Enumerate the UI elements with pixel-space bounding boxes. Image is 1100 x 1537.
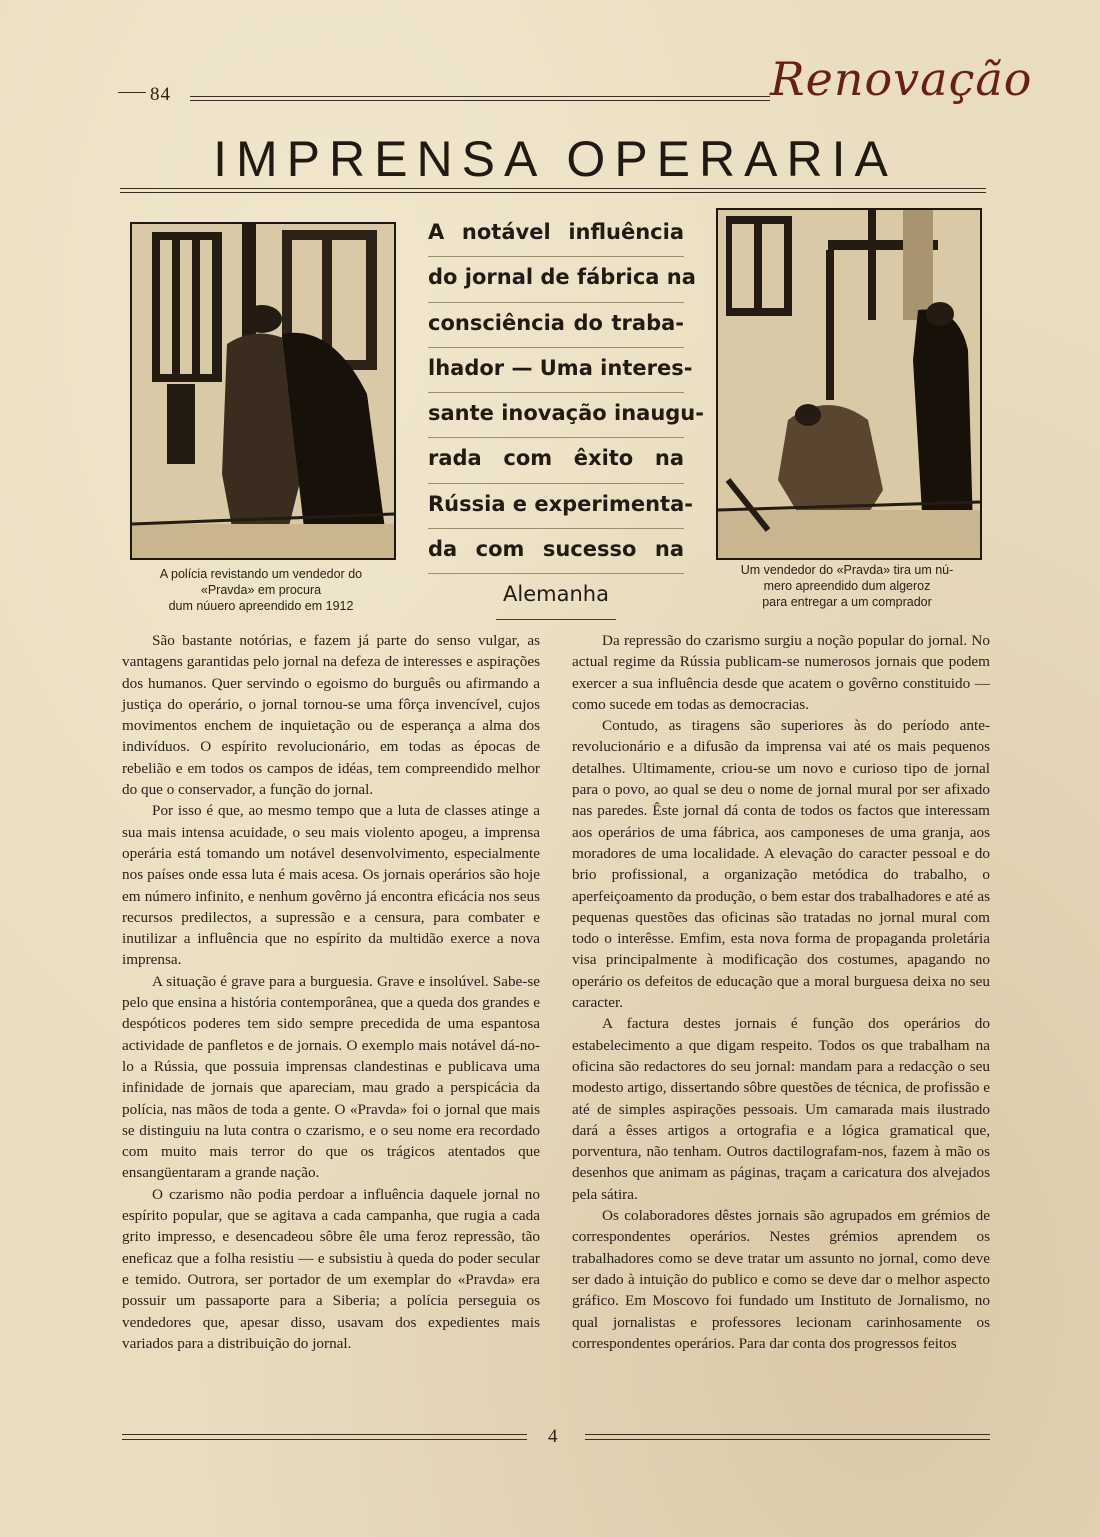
left-paragraph: Por isso é que, ao mesmo tempo que a luta de classes atinge a sua mais intensa acuidade, o seu mais violento apogeu, a imprensa operária está tomando um notável desenvolvimento, especialmente nos países onde essa luta é mais acesa. Os jornais operários são hoje em número infinito, e nenhum govêrno já encontra eficácia nos seus recursos predilectos, a supressão e a censura, para combater e inutilizar a influência que no espírito da multidão exerce a nova imprensa.: [122, 802, 540, 969]
subtitle-line: A notável influência: [428, 212, 684, 257]
left-column: [122, 630, 540, 1354]
article-title: IMPRENSA OPERARIA: [213, 131, 897, 187]
subtitle-line: consciência do traba-: [428, 303, 684, 348]
footer-rule-left-2: [122, 1439, 527, 1440]
left-caption: [120, 566, 402, 614]
right-paragraph: Os colaboradores dêstes jornais são agrupados em grémios de correspondentes operários. Nestes grémios aprendem os trabalhadores como se deve tratar um assunto no jornal, como deve ser dado à intuição do publico e como se deve dar o melhor aspecto gráfico. Em Moscovo foi fundado um Instituto de Jornalismo, no qual jornalistas e professores lecionam carinhosamente os correspondentes operários. Para dar conta dos progressos feitos: [572, 1207, 990, 1352]
right-illustration: [716, 208, 982, 560]
right-caption-line: Um vendedor do «Pravda» tira um nú-: [740, 563, 954, 577]
left-paragraph: A situação é grave para a burguesia. Grave e insolúvel. Sabe-se pelo que ensina a história contemporânea, que a queda dos grandes e despóticos poderes tem sido sempre precedida de uma espantosa actividade de panfletos e de jornais. O exemplo mais notável dá-no-lo a Rússia, que possuia imprensas clandestinas e publicava uma infinidade de jornais que apareciam, mau grado a perspicácia da polícia, nas mãos de toda a gente. O «Pravda» foi o jornal que mais se distinguiu na luta contra o czarismo, e o seu nome era recordado com muito mais terror do que os trágicos atentados que ensangüentaram a grande nação.: [122, 972, 540, 1182]
footer-rule-right-2: [585, 1439, 990, 1440]
article-subtitle: [428, 212, 704, 620]
left-caption-line: «Pravda» em procura: [200, 583, 322, 597]
magazine-logo: Renovação: [770, 52, 1033, 106]
right-caption-line: mero apreendido dum algeroz: [763, 579, 931, 593]
subtitle-line: da com sucesso na: [428, 529, 684, 574]
subtitle-line: sante inovação inaugu-: [428, 393, 684, 438]
right-paragraph: Da repressão do czarismo surgiu a noção popular do jornal. No actual regime da Rússia publicam-se numerosos jornais que podem exercer a sua influência desde que acatem o govêrno constituido — como sucede em todas as democracias.: [572, 632, 990, 713]
header-rule-left-short: [118, 92, 146, 93]
right-caption: [706, 562, 988, 610]
page-number: 84: [150, 84, 171, 105]
right-paragraph: A factura destes jornais é função dos operários do estabelecimento a que digam respeito. Todos os que trabalham na oficina são redactores do seu jornal: mandam para a redacção o seu modesto artigo, dissertando sôbre questões de técnica, de profissão e até de simples aspirações pessoais. Um camarada mais ilustrado dará a êsses artigos a ortografia e a lógica gramatical que, porventura, não tenham. Outros dactilografam-nos, fazem à mão os desenhos que animam as páginas, traçam a caricatura dos alvejados pela sátira.: [572, 1015, 990, 1203]
header-rule-2: [190, 100, 770, 101]
left-illustration: [130, 222, 396, 560]
subtitle-line: rada com êxito na: [428, 438, 684, 483]
header-rule: [190, 96, 770, 97]
subtitle-line: Rússia e experimenta-: [428, 484, 684, 529]
left-paragraph: O czarismo não podia perdoar a influência daquele jornal no espírito popular, que se agitava a cada campanha, que rugia a cada grito impresso, e desencadeou sôbre êle uma feroz repressão, tão eneficaz que a folha resistiu — e subsistiu à queda do poder secular e temido. Outrora, ser portador de um exemplar do «Pravda» era possuir um passaporte para a Siberia; a polícia perseguia os vendedores que, apesar disso, usavam dos expedientes mais variados para a distribuição do jornal.: [122, 1185, 540, 1352]
footer-rule-left: [122, 1434, 527, 1435]
left-paragraph: São bastante notórias, e fazem já parte do senso vulgar, as vantagens garantidas pelo jornal na defeza de interesses e aspirações dos humanos. Quer servindo o egoismo do burguês ou afirmando a justiça do operário, o jornal tornou-se uma fôrça invencível, cujos movimentos enchem de inquietação ou de esperança a alma dos indivíduos. O espírito revolucionário, em todas as épocas de rebelião e em todos os campos de idéas, tem compreendido melhor do que o conservador, a função do jornal.: [122, 632, 540, 799]
title-rule: [120, 188, 986, 193]
right-column: [572, 630, 990, 1354]
right-paragraph: Contudo, as tiragens são superiores às do período ante-revolucionário e a difusão da imprensa vai até os mais pequenos detalhes. Ultimamente, criou-se um novo e curioso tipo de jornal para o povo, ao qual se deu o nome de jornal mural por ser afixado nas paredes. Êste jornal dá conta de todos os factos que interessam aos operários de uma fábrica, aos camponeses de uma granja, aos moradores de uma localidade. A elevação do caracter pessoal e do brio profissional, a organização metódica do trabalho, o aperfeiçoamento da produção, o bem estar dos trabalhadores e até as pequenas questões das oficinas são tratadas no jornal mural com todo o interêsse. Emfim, esta nova forma de propaganda proletária visa principalmente à modificação dos costumes, apagando no operário os defeitos de educação que a moral burguesa deixa no seu caracter.: [572, 717, 990, 1012]
left-caption-line: A polícia revistando um vendedor do: [159, 567, 363, 581]
subtitle-line-last: Alemanha: [496, 574, 616, 619]
subtitle-line: do jornal de fábrica na: [428, 257, 684, 302]
left-caption-line: dum núuero apreendido em 1912: [168, 599, 354, 613]
footer-rule-right: [585, 1434, 990, 1435]
subtitle-line: lhador — Uma interes-: [428, 348, 684, 393]
footer-folio: 4: [548, 1426, 558, 1447]
right-caption-line: para entregar a um comprador: [762, 595, 932, 609]
